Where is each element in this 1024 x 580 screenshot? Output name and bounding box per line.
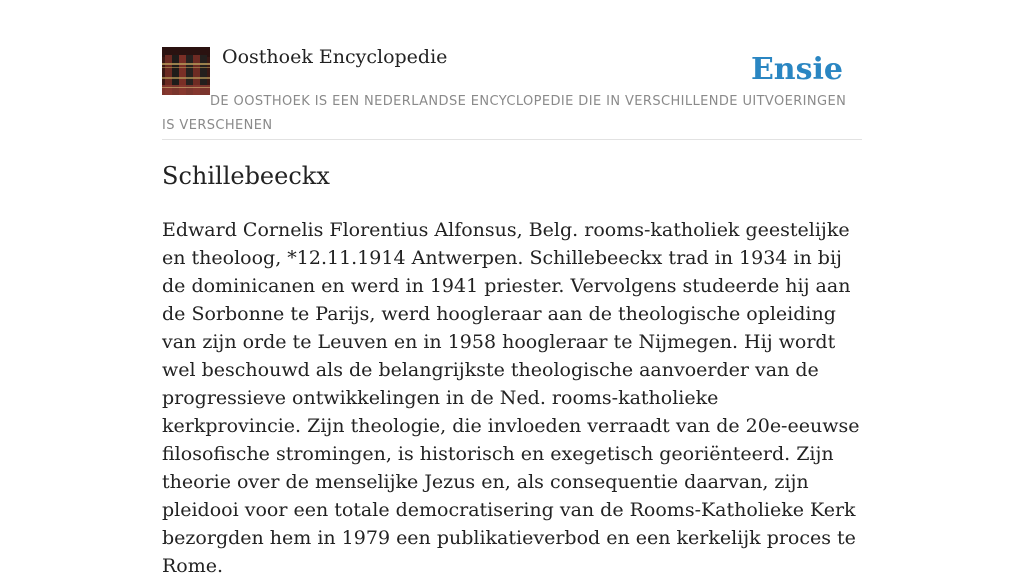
article-title: Schillebeeckx <box>162 162 330 190</box>
encyclopedia-books-avatar[interactable] <box>162 47 210 95</box>
books-icon <box>162 47 210 95</box>
site-tagline: DE OOSTHOEK IS EEN NEDERLANDSE ENCYCLOPEDIE DIE IN VERSCHILLENDE UITVOERINGEN IS VERSCHENEN <box>162 94 847 133</box>
brand-logo[interactable]: Ensie <box>750 52 843 87</box>
site-name[interactable]: Oosthoek Encyclopedie <box>222 46 448 68</box>
article-body: Edward Cornelis Florentius Alfonsus, Belg. rooms-katholiek geestelijke en theoloog, *12.11.1914 Antwerpen. Schillebeeckx trad in 1934 in bij de dominicanen en werd in 1941 priester. Vervolgens studeerde hij aan de Sorbonne te Parijs, werd hoogleraar aan de theologische opleiding van zijn orde te Leuven en in 1958 hoogleraar te Nijmegen. Hij wordt wel beschouwd als de belangrijkste theologische aanvoerder van de progressieve ontwikkelingen in de Ned. rooms-katholieke kerkprovincie. Zijn theologie, die invloeden verraadt van de 20e-eeuwse filosofische stromingen, is historisch en exegetisch georiënteerd. Zijn theorie over de menselijke Jezus en, als consequentie daarvan, zijn pleidooi voor een totale democratisering van de Rooms-Katholieke Kerk bezorgden hem in 1979 een publikatieverbod en een kerkelijk proces te Rome. <box>162 219 860 577</box>
header-divider <box>162 139 862 140</box>
